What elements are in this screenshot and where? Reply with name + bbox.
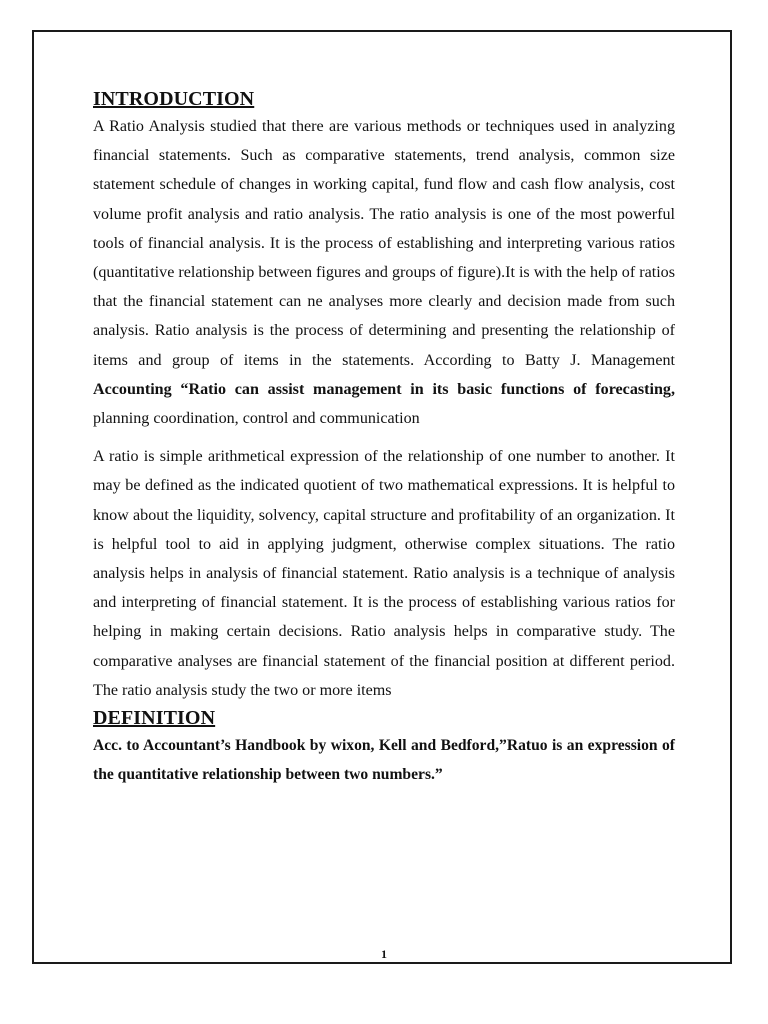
- introduction-paragraph-1-tail: planning coordination, control and communication: [93, 410, 420, 428]
- definition-text: Acc. to Accountant’s Handbook by wixon, Kell and Bedford,”Ratuo is an expression of the quantitative relationship between two numbers.”: [93, 737, 675, 784]
- definition-heading: DEFINITION: [93, 707, 216, 730]
- introduction-paragraph-2: A ratio is simple arithmetical expression of the relationship of one number to another. It may be defined as the indicated quotient of two mathematical expressions. It is helpful to know about the liquidity, solvency, capital structure and profitability of an organization. It is helpful tool to aid in applying judgment, otherwise complex situations. The ratio analysis helps in analysis of financial statement. Ratio analysis is a technique of analysis and interpreting of financial statement. It is the process of establishing various ratios for helping in making certain decisions. Ratio analysis helps in comparative study. The comparative analyses are financial statement of the financial position at different period. The ratio analysis study the two or more items: [93, 448, 675, 699]
- introduction-paragraph-1: [93, 112, 675, 433]
- page-number: 1: [381, 947, 387, 961]
- document-body: [93, 86, 675, 789]
- introduction-paragraph-1-text: A Ratio Analysis studied that there are various methods or techniques used in analyzing financial statements. Such as comparative statements, trend analysis, common size statement schedule of changes in working capital, fund flow and cash flow analysis, cost volume profit analysis and ratio analysis. The ratio analysis is one of the most powerful tools of financial analysis. It is the process of establishing and interpreting various ratios (quantitative relationship between figures and groups of figure).It is with the help of ratios that the financial statement can ne analyses more clearly and decision made from such analysis. Ratio analysis is the process of determining and presenting the relationship of items and group of items in the statements. According to Batty J. Management: [93, 118, 675, 369]
- introduction-paragraph-1-bold-quote: Accounting “Ratio can assist management in its basic functions of forecasting,: [93, 380, 675, 398]
- introduction-heading: INTRODUCTION: [93, 88, 255, 110]
